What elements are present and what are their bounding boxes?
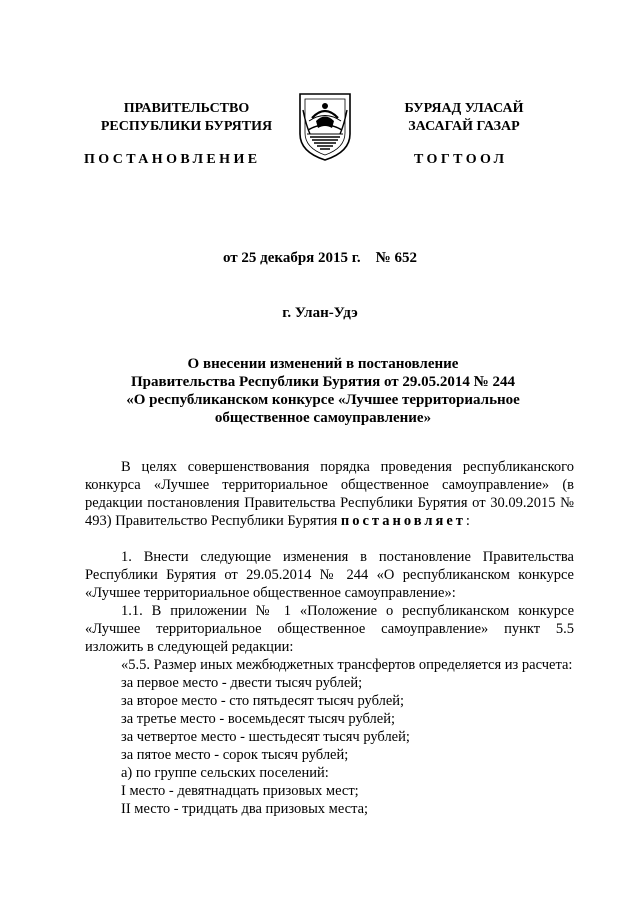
intro-end: : [465,513,470,529]
header-right [384,100,544,136]
point-5-5: «5.5. Размер иных межбюджетных трансфертов определяется из расчета: [121,657,573,673]
title-line: «О республиканском конкурсе «Лучшее территориальное [126,392,520,408]
list-item: за пятое место - сорок тысяч рублей; [121,747,349,763]
document-body [85,458,574,818]
header-left-line1: ПРАВИТЕЛЬСТВО [123,101,250,116]
date-and-number: от 25 декабря 2015 г. № 652 [223,250,417,266]
header-left [84,100,289,136]
list-item: а) по группе сельских поселений: [121,765,329,781]
point-1: 1. Внести следующие изменения в постановление Правительства Республики Бурятия от 29.05.2014 № 244 «О республиканском конкурсе «Лучшее территориальное общественное самоуправление»: [85,549,574,601]
list-item: I место - девятнадцать призовых мест; [121,783,359,799]
intro-text: В целях совершенствования порядка проведения республиканского конкурса «Лучшее территориальное общественное самоуправление» (в редакции постановления Правительства Республики Бурятия от 30.09.2015 № 493) Правительство Республики Бурятия [85,459,574,529]
document-title [100,355,546,427]
doc-type-buryat: ТОГТООЛ [414,152,508,167]
list-item: за третье место - восемьдесят тысяч рублей; [121,711,396,727]
doc-type-russian: ПОСТАНОВЛЕНИЕ [84,152,261,167]
coat-of-arms-icon [294,90,356,162]
header-left-line2: РЕСПУБЛИКИ БУРЯТИЯ [100,119,273,134]
list-item: за второе место - сто пятьдесят тысяч рублей; [121,693,405,709]
list-item: за четвертое место - шестьдесят тысяч рублей; [121,729,410,745]
decree-word: постановляет [340,513,466,529]
title-line: Правительства Республики Бурятия от 29.05.2014 № 244 [130,374,515,390]
header-right-line2: ЗАСАГАЙ ГАЗАР [408,119,520,134]
list-item: II место - тридцать два призовых места; [121,801,369,817]
point-1-1: 1.1. В приложении № 1 «Положение о республиканском конкурсе «Лучшее территориальное общественное самоуправление» пункт 5.5 изложить в следующей редакции: [85,603,574,655]
title-line: общественное самоуправление» [214,410,432,426]
intro-paragraph [85,458,574,530]
header-right-line1: БУРЯАД УЛАСАЙ [404,101,524,116]
title-line: О внесении изменений в постановление [187,356,459,372]
city: г. Улан-Удэ [282,305,358,321]
list-item: за первое место - двести тысяч рублей; [121,675,363,691]
